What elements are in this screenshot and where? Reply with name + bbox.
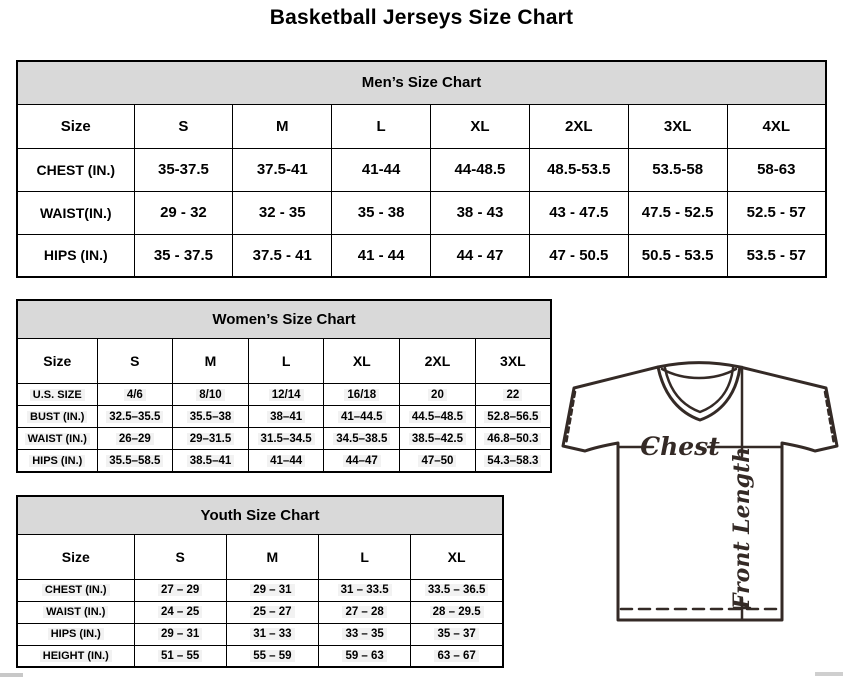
row-label-text: BUST (IN.) (27, 411, 87, 423)
cell-value: 55 – 59 (250, 650, 294, 662)
table-cell (134, 601, 226, 623)
cell-value: 47–50 (418, 455, 456, 467)
womens-size-table (16, 299, 552, 473)
table-cell (411, 645, 503, 667)
youth-chest-row (17, 579, 503, 601)
cell-value: 22 (503, 389, 522, 401)
table-cell (324, 383, 400, 405)
table-cell (134, 579, 226, 601)
chest-label: Chest (640, 432, 720, 461)
table-cell (319, 623, 411, 645)
table-cell: 32 - 35 (233, 191, 332, 234)
cell-value: 33 – 35 (342, 628, 386, 640)
cell-value: 31 – 33.5 (338, 584, 392, 596)
mens-size-label: Size (17, 104, 134, 148)
cell-value: 25 – 27 (250, 606, 294, 618)
youth-col-header-m: M (226, 534, 318, 579)
row-label-text: WAIST (IN.) (43, 606, 108, 618)
table-cell (134, 623, 226, 645)
youth-row-label-waist (17, 601, 134, 623)
table-cell (173, 450, 249, 472)
cell-value: 29–31.5 (187, 433, 235, 445)
cell-value: 38.5–42.5 (409, 433, 466, 445)
youth-col-header-l: L (319, 534, 411, 579)
womens-col-header-2xl: 2XL (400, 338, 476, 383)
table-cell (411, 601, 503, 623)
womens-table-title-row (17, 300, 551, 338)
youth-table-title-row (17, 496, 503, 534)
table-cell: 37.5 - 41 (233, 234, 332, 277)
jersey-outline (563, 363, 837, 621)
table-cell: 53.5-58 (628, 148, 727, 191)
cell-value: 59 – 63 (342, 650, 386, 662)
youth-row-label-chest (17, 579, 134, 601)
table-cell (475, 450, 551, 472)
mens-hips-row (17, 234, 826, 277)
table-cell (319, 645, 411, 667)
womens-row-label-hips (17, 450, 97, 472)
cell-value: 31 – 33 (250, 628, 294, 640)
table-cell (248, 450, 324, 472)
row-label-text: WAIST (IN.) (25, 433, 90, 445)
cell-value: 41–44.5 (338, 411, 386, 423)
cell-value: 51 – 55 (158, 650, 202, 662)
youth-waist-row (17, 601, 503, 623)
womens-hips-row (17, 450, 551, 472)
table-cell (319, 579, 411, 601)
table-cell (400, 406, 476, 428)
mens-col-header-2xl: 2XL (529, 104, 628, 148)
cell-value: 16/18 (344, 389, 379, 401)
mens-col-header-l: L (332, 104, 431, 148)
table-cell: 43 - 47.5 (529, 191, 628, 234)
womens-size-label: Size (17, 338, 97, 383)
table-cell: 41-44 (332, 148, 431, 191)
table-cell: 47.5 - 52.5 (628, 191, 727, 234)
womens-waist-row (17, 428, 551, 450)
womens-row-label-waist (17, 428, 97, 450)
table-cell (324, 450, 400, 472)
table-cell (319, 601, 411, 623)
table-cell: 53.5 - 57 (727, 234, 826, 277)
table-cell (226, 601, 318, 623)
cell-value: 35.5–38 (187, 411, 235, 423)
cell-value: 38–41 (267, 411, 305, 423)
mens-row-label-hips: HIPS (IN.) (17, 234, 134, 277)
cell-value: 24 – 25 (158, 606, 202, 618)
cell-value: 27 – 29 (158, 584, 202, 596)
womens-bust-row (17, 406, 551, 428)
womens-col-header-l: L (248, 338, 324, 383)
womens-col-header-xl: XL (324, 338, 400, 383)
row-label-text: HEIGHT (IN.) (40, 650, 112, 662)
youth-hips-row (17, 623, 503, 645)
table-cell (475, 406, 551, 428)
cell-value: 38.5–41 (187, 455, 235, 467)
row-label-text: HIPS (IN.) (48, 628, 104, 640)
row-label-text: HIPS (IN.) (29, 455, 85, 467)
table-cell (475, 428, 551, 450)
table-cell: 44 - 47 (431, 234, 530, 277)
table-cell: 35 - 38 (332, 191, 431, 234)
table-cell (248, 406, 324, 428)
table-cell: 52.5 - 57 (727, 191, 826, 234)
table-cell (97, 428, 173, 450)
table-cell (134, 645, 226, 667)
table-cell (475, 383, 551, 405)
table-cell (226, 579, 318, 601)
cell-value: 54.3–58.3 (484, 455, 541, 467)
mens-col-header-4xl: 4XL (727, 104, 826, 148)
table-cell (226, 623, 318, 645)
cell-value: 31.5–34.5 (258, 433, 315, 445)
mens-col-header-m: M (233, 104, 332, 148)
table-cell: 35-37.5 (134, 148, 233, 191)
cell-value: 35 – 37 (434, 628, 478, 640)
table-cell (173, 406, 249, 428)
mens-row-label-waist: WAIST(IN.) (17, 191, 134, 234)
youth-col-header-xl: XL (411, 534, 503, 579)
cell-value: 4/6 (124, 389, 146, 401)
cell-value: 34.5–38.5 (333, 433, 390, 445)
cell-value: 29 – 31 (250, 584, 294, 596)
table-cell (226, 645, 318, 667)
mens-col-header-3xl: 3XL (628, 104, 727, 148)
womens-row-label-us-size (17, 383, 97, 405)
mens-table-title-row (17, 61, 826, 104)
mens-size-table (16, 60, 827, 278)
table-cell (400, 383, 476, 405)
youth-row-label-hips (17, 623, 134, 645)
womens-col-header-m: M (173, 338, 249, 383)
mens-col-header-xl: XL (431, 104, 530, 148)
table-cell: 58-63 (727, 148, 826, 191)
table-cell: 37.5-41 (233, 148, 332, 191)
table-cell: 44-48.5 (431, 148, 530, 191)
table-cell (248, 383, 324, 405)
collar-back-arc (662, 369, 736, 378)
cell-value: 20 (428, 389, 447, 401)
cell-value: 44–47 (343, 455, 381, 467)
cell-value: 35.5–58.5 (106, 455, 163, 467)
table-cell: 35 - 37.5 (134, 234, 233, 277)
womens-col-header-s: S (97, 338, 173, 383)
cell-value: 28 – 29.5 (430, 606, 484, 618)
mens-col-header-s: S (134, 104, 233, 148)
table-cell (173, 383, 249, 405)
mens-waist-row (17, 191, 826, 234)
youth-size-label: Size (17, 534, 134, 579)
jersey-measurement-diagram (556, 356, 843, 632)
mens-table-title: Men’s Size Chart (17, 61, 826, 104)
table-cell: 41 - 44 (332, 234, 431, 277)
table-cell: 38 - 43 (431, 191, 530, 234)
table-cell (411, 623, 503, 645)
cell-value: 44.5–48.5 (409, 411, 466, 423)
cell-value: 41–44 (267, 455, 305, 467)
cell-value: 32.5–35.5 (106, 411, 163, 423)
youth-row-label-height (17, 645, 134, 667)
womens-size-header-row (17, 338, 551, 383)
youth-size-table (16, 495, 504, 668)
table-cell (173, 428, 249, 450)
horizontal-scrollbar-fragment-left[interactable] (0, 673, 23, 677)
table-cell: 50.5 - 53.5 (628, 234, 727, 277)
cell-value: 12/14 (269, 389, 304, 401)
womens-us-size-row (17, 383, 551, 405)
table-cell (324, 428, 400, 450)
cell-value: 46.8–50.3 (484, 433, 541, 445)
table-cell (97, 406, 173, 428)
page-title: Basketball Jerseys Size Chart (269, 6, 574, 29)
table-cell (97, 450, 173, 472)
table-cell (400, 428, 476, 450)
row-label-text: CHEST (IN.) (42, 584, 110, 596)
youth-size-header-row (17, 534, 503, 579)
table-cell: 47 - 50.5 (529, 234, 628, 277)
table-cell: 29 - 32 (134, 191, 233, 234)
womens-row-label-bust (17, 406, 97, 428)
cell-value: 27 – 28 (342, 606, 386, 618)
row-label-text: U.S. SIZE (30, 389, 85, 401)
cell-value: 29 – 31 (158, 628, 202, 640)
mens-size-header-row (17, 104, 826, 148)
cell-value: 63 – 67 (434, 650, 478, 662)
mens-row-label-chest: CHEST (IN.) (17, 148, 134, 191)
youth-height-row (17, 645, 503, 667)
table-cell (248, 428, 324, 450)
table-cell (97, 383, 173, 405)
youth-col-header-s: S (134, 534, 226, 579)
womens-table-title: Women’s Size Chart (17, 300, 551, 338)
front-length-label: Front Length (729, 446, 755, 610)
youth-table-title: Youth Size Chart (17, 496, 503, 534)
table-cell (324, 406, 400, 428)
table-cell (411, 579, 503, 601)
table-cell (400, 450, 476, 472)
mens-chest-row (17, 148, 826, 191)
cell-value: 52.8–56.5 (484, 411, 541, 423)
cell-value: 8/10 (196, 389, 224, 401)
table-cell: 48.5-53.5 (529, 148, 628, 191)
horizontal-scrollbar-fragment-right[interactable] (815, 672, 843, 676)
cell-value: 33.5 – 36.5 (425, 584, 489, 596)
cell-value: 26–29 (116, 433, 154, 445)
womens-col-header-3xl: 3XL (475, 338, 551, 383)
